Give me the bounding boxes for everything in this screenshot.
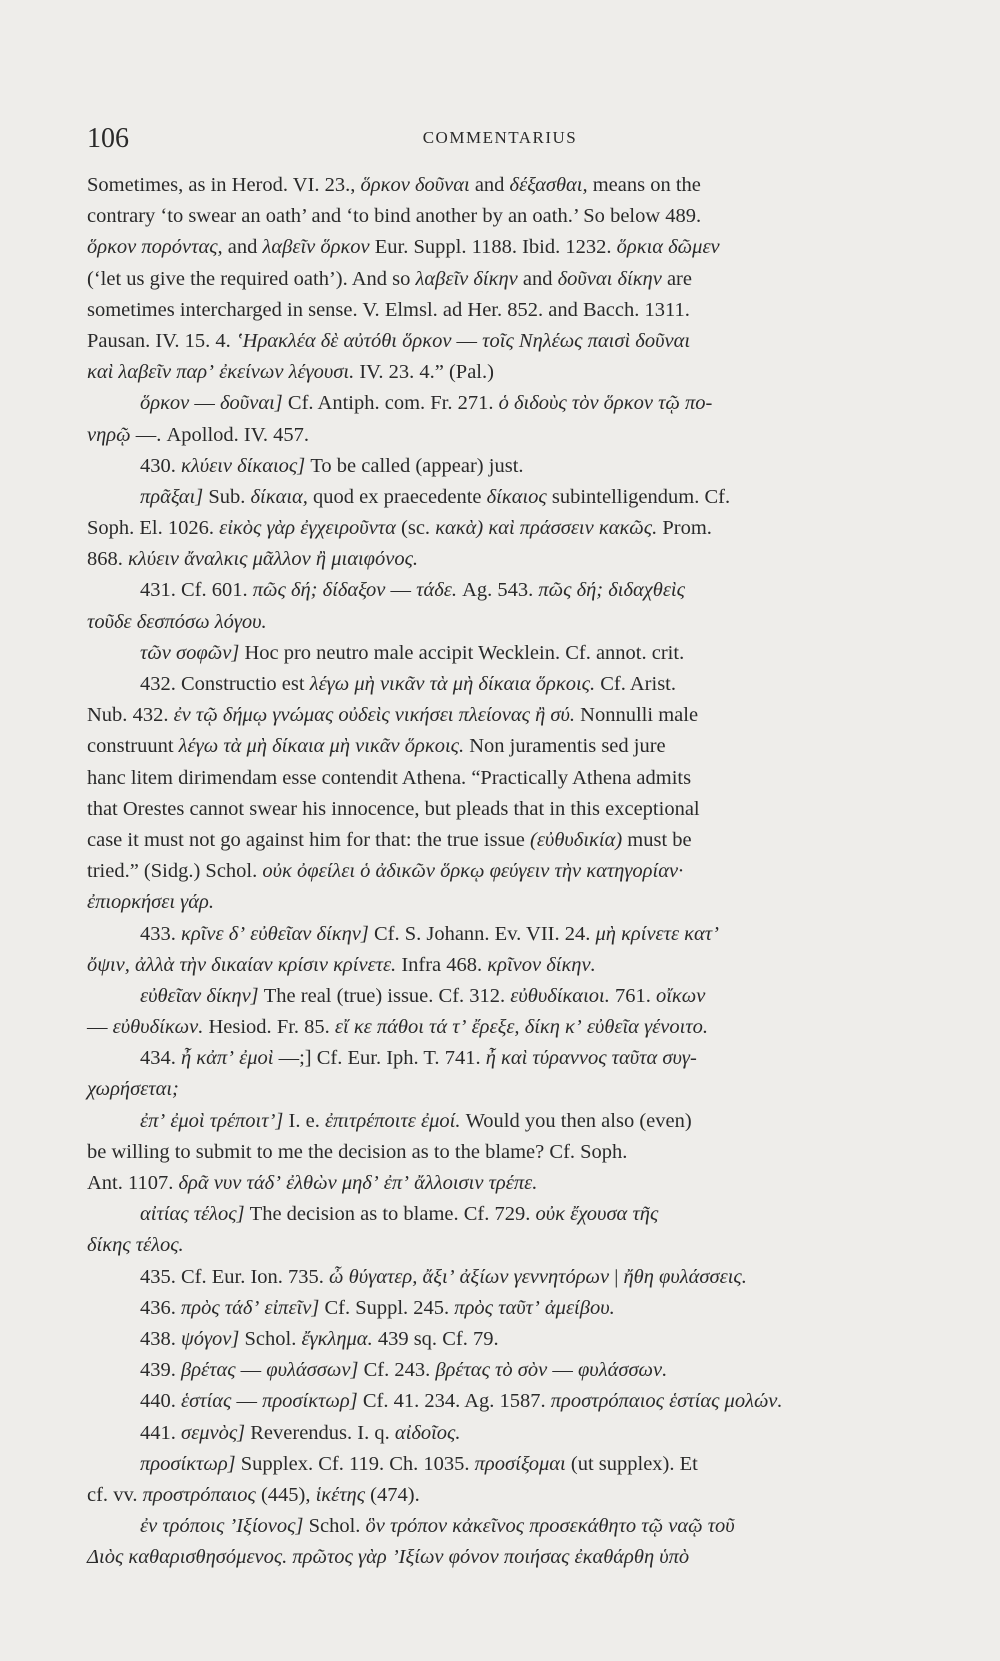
text-line: cf. vv. προστρόπαιος (445), ἱκέτης (474). — [87, 1483, 420, 1506]
text-line: contrary ‘to swear an oath’ and ‘to bind another by an oath.’ So below 489. — [87, 205, 702, 228]
text-line: Ant. 1107. δρᾶ νυν τάδ’ ἐλθὼν μηδ’ ἐπ’ ἄλλοισιν τρέπε. — [87, 1172, 538, 1194]
text-line: 439. βρέτας — φυλάσσων] Cf. 243. βρέτας τὸ σὸν — φυλάσσων. — [140, 1359, 668, 1382]
text-line: Διὸς καθαρισθησόμενος. πρῶτος γὰρ ’Ιξίων φόνον ποιήσας ἐκαθάρθη ὑπὸ — [87, 1546, 690, 1569]
text-line: that Orestes cannot swear his innocence, but pleads that in this exceptional — [87, 797, 700, 820]
text-line: tried.” (Sidg.) Schol. οὐκ ὀφείλει ὁ ἀδικῶν ὅρκῳ φεύγειν τὴν κατηγορίαν· — [87, 860, 684, 883]
text-line: τῶν σοφῶν] Hoc pro neutro male accipit Wecklein. Cf. annot. crit. — [140, 641, 685, 664]
text-line: καὶ λαβεῖν παρ’ ἐκείνων λέγουσι. IV. 23. 4.” (Pal.) — [87, 361, 494, 384]
text-line: 441. σεμνὸς] Reverendus. I. q. αἰδοῖος. — [140, 1421, 461, 1444]
text-line: case it must not go against him for that: the true issue (εὐθυδικία) must be — [87, 828, 692, 851]
text-line: ἐν τρόποις ’Ιξίονος] Schol. ὃν τρόπον κἀκεῖνος προσεκάθητο τῷ ναῷ τοῦ — [140, 1515, 735, 1538]
text-line: νηρῷ —. Apollod. IV. 457. — [87, 423, 310, 446]
text-line: 440. ἑστίας — προσίκτωρ] Cf. 41. 234. Ag. 1587. προστρόπαιος ἑστίας μολών. — [140, 1390, 783, 1413]
text-line: Pausan. IV. 15. 4. ʽΗρακλέα δὲ αὐτόθι ὅρκον — τοῖς Νηλέως παισὶ δοῦναι — [87, 329, 691, 352]
text-line: προσίκτωρ] Supplex. Cf. 119. Ch. 1035. προσίξομαι (ut supplex). Et — [140, 1452, 698, 1475]
text-line: ὅρκον πορόντας, and λαβεῖν ὅρκον Eur. Suppl. 1188. Ibid. 1232. ὅρκια δῶμεν — [87, 236, 720, 259]
text-line: τοῦδε δεσπόσω λόγου. — [87, 610, 267, 633]
text-line: 433. κρῖνε δ’ εὐθεῖαν δίκην] Cf. S. Johann. Ev. VII. 24. μὴ κρίνετε κατ’ — [140, 922, 719, 945]
text-line: δίκης τέλος. — [87, 1234, 184, 1257]
text-line: ὄψιν, ἀλλὰ τὴν δικαίαν κρίσιν κρίνετε. Infra 468. κρῖνον δίκην. — [87, 953, 596, 976]
text-line: ἐπιορκήσει γάρ. — [87, 891, 214, 914]
text-line: hanc litem dirimendam esse contendit Athena. “Practically Athena admits — [87, 766, 692, 789]
text-line: construunt λέγω τὰ μὴ δίκαια μὴ νικᾶν ὅρκοις. Non juramentis sed jure — [87, 735, 666, 758]
text-line: 431. Cf. 601. πῶς δή; δίδαξον — τάδε. Ag. 543. πῶς δή; διδαχθεὶς — [140, 579, 685, 602]
text-line: 435. Cf. Eur. Ion. 735. ὦ θύγατερ, ἄξι’ ἀξίων γεννητόρων | ἤθη φυλάσσεις. — [140, 1265, 747, 1288]
text-line: 430. κλύειν δίκαιος] To be called (appear) just. — [140, 454, 524, 477]
text-line: be willing to submit to me the decision as to the blame? Cf. Soph. — [87, 1140, 628, 1163]
text-line: Sometimes, as in Herod. VI. 23., ὅρκον δοῦναι and δέξασθαι, means on the — [87, 174, 701, 196]
text-line: (‘let us give the required oath’). And so λαβεῖν δίκην and δοῦναι δίκην are — [87, 267, 692, 290]
text-line: χωρήσεται; — [87, 1078, 179, 1101]
text-line: 432. Constructio est λέγω μὴ νικᾶν τὰ μὴ δίκαια ὅρκοις. Cf. Arist. — [140, 673, 676, 695]
text-line: — εὐθυδίκων. Hesiod. Fr. 85. εἴ κε πάθοι τά τ’ ἔρεξε, δίκη κ’ εὐθεῖα γένοιτο. — [87, 1016, 708, 1039]
page-number: 106 — [87, 123, 129, 154]
text-line: αἰτίας τέλος] The decision as to blame. Cf. 729. οὐκ ἔχουσα τῆς — [140, 1203, 659, 1226]
text-line: sometimes intercharged in sense. V. Elmsl. ad Her. 852. and Bacch. 1311. — [87, 298, 690, 321]
text-line: Soph. El. 1026. εἰκὸς γὰρ ἐγχειροῦντα (sc. κακὰ) καὶ πράσσειν κακῶς. Prom. — [87, 517, 712, 540]
text-line: ἐπ’ ἐμοὶ τρέποιτ’] I. e. ἐπιτρέποιτε ἐμοί. Would you then also (even) — [140, 1109, 692, 1132]
running-head: COMMENTARIUS — [422, 128, 578, 147]
commentary-body — [87, 170, 907, 1573]
text-line: ὅρκον — δοῦναι] Cf. Antiph. com. Fr. 271. ὁ διδοὺς τὸν ὅρκον τῷ πο- — [140, 392, 713, 415]
text-line: 868. κλύειν ἄναλκις μᾶλλον ἢ μιαιφόνος. — [87, 548, 419, 571]
text-line: 434. ἦ κἀπ’ ἐμοὶ —;] Cf. Eur. Iph. T. 741. ἦ καὶ τύραννος ταῦτα συγ- — [140, 1047, 697, 1070]
text-line: 438. ψόγον] Schol. ἔγκλημα. 439 sq. Cf. 79. — [140, 1327, 499, 1350]
text-line: 436. πρὸς τάδ’ εἰπεῖν] Cf. Suppl. 245. πρὸς ταῦτ’ ἀμείβου. — [140, 1296, 615, 1319]
text-line: Nub. 432. ἐν τῷ δήμῳ γνώμας οὐδεὶς νικήσει πλείονας ἢ σύ. Nonnulli male — [87, 704, 699, 727]
text-line: πρᾶξαι] Sub. δίκαια, quod ex praecedente δίκαιος subintelligendum. Cf. — [140, 485, 731, 508]
text-line: εὐθεῖαν δίκην] The real (true) issue. Cf. 312. εὐθυδίκαιοι. 761. οἴκων — [140, 984, 706, 1007]
